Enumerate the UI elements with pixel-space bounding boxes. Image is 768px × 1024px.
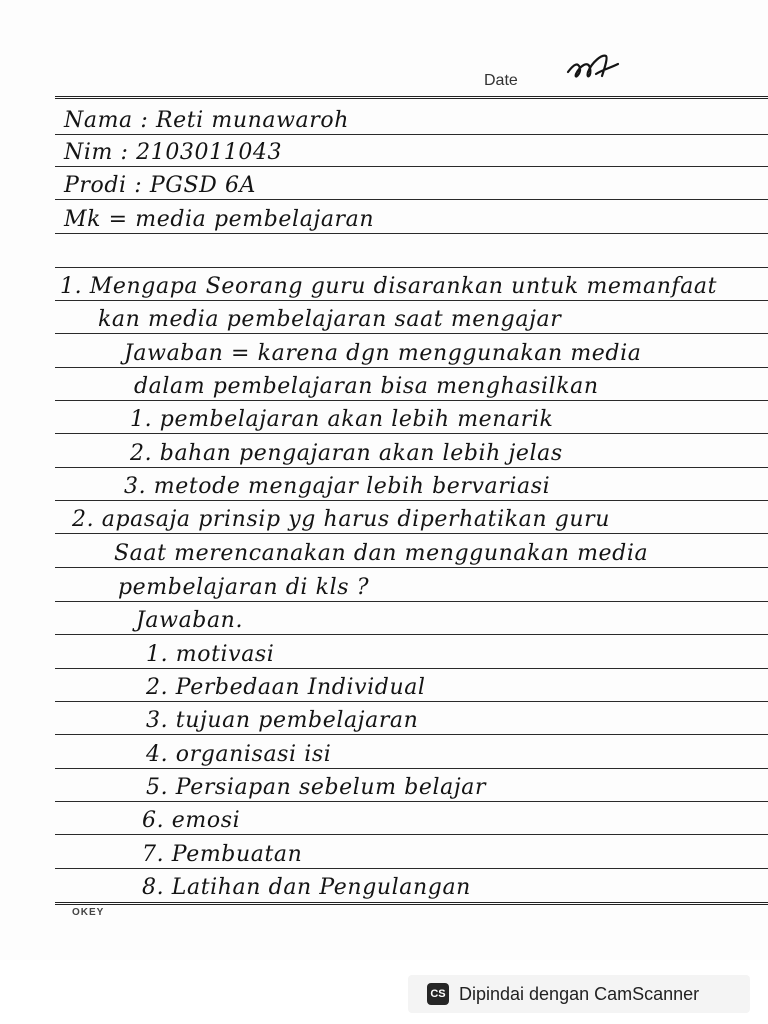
- question2-point: 7. Pembuatan: [142, 842, 303, 867]
- question2-point: 6. emosi: [142, 808, 241, 833]
- question1-point: 1. pembelajaran akan lebih menarik: [130, 407, 554, 432]
- identity-prodi: Prodi : PGSD 6A: [64, 173, 257, 198]
- question1-point: 3. metode mengajar lebih bervariasi: [124, 474, 551, 499]
- ruled-line: [55, 734, 768, 735]
- ruled-line: [55, 199, 768, 200]
- ruled-line: [55, 834, 768, 835]
- ruled-line: [55, 433, 768, 434]
- ruled-line: [55, 567, 768, 568]
- ruled-line: [55, 868, 768, 869]
- notebook-brand-logo: OKEY: [72, 907, 105, 918]
- question1-point: 2. bahan pengajaran akan lebih jelas: [130, 441, 563, 466]
- ruled-line: [55, 801, 768, 802]
- identity-nama: Nama : Reti munawaroh: [64, 108, 349, 133]
- identity-mk: Mk = media pembelajaran: [64, 207, 375, 232]
- question1-answer-line2: dalam pembelajaran bisa menghasilkan: [134, 374, 599, 399]
- ruled-line: [55, 668, 768, 669]
- ruled-line: [55, 902, 768, 905]
- identity-nim: Nim : 2103011043: [64, 140, 283, 165]
- camscanner-badge: [408, 975, 750, 1013]
- question1-answer-line1: Jawaban = karena dgn menggunakan media: [124, 341, 642, 366]
- ruled-line: [55, 533, 768, 534]
- ruled-line: [55, 634, 768, 635]
- ruled-line: [55, 233, 768, 234]
- question1-line1: 1. Mengapa Seorang guru disarankan untuk memanfaat: [60, 274, 718, 299]
- ruled-line: [55, 300, 768, 301]
- ruled-line: [55, 333, 768, 334]
- ruled-line: [55, 400, 768, 401]
- ruled-line: [55, 768, 768, 769]
- signature-mark: [562, 50, 622, 90]
- ruled-line: [55, 267, 768, 268]
- date-label: Date: [484, 72, 518, 89]
- question2-point: 2. Perbedaan Individual: [146, 675, 426, 700]
- ruled-line: [55, 367, 768, 368]
- question2-point: 1. motivasi: [146, 642, 275, 667]
- question2-line1: 2. apasaja prinsip yg harus diperhatikan guru: [72, 507, 611, 532]
- ruled-line: [55, 96, 768, 99]
- ruled-line: [55, 134, 768, 135]
- question2-point: 4. organisasi isi: [146, 742, 332, 767]
- question1-line2: kan media pembelajaran saat mengajar: [98, 307, 562, 332]
- ruled-line: [55, 467, 768, 468]
- question2-answer-label: Jawaban.: [136, 608, 244, 633]
- question2-point: 5. Persiapan sebelum belajar: [146, 775, 487, 800]
- camscanner-text: Dipindai dengan CamScanner: [459, 983, 700, 1004]
- camscanner-icon: CS: [427, 983, 449, 1005]
- ruled-line: [55, 601, 768, 602]
- ruled-line: [55, 701, 768, 702]
- question2-point: 8. Latihan dan Pengulangan: [142, 875, 471, 900]
- question2-line3: pembelajaran di kls ?: [118, 575, 370, 600]
- ruled-line: [55, 166, 768, 167]
- question2-point: 3. tujuan pembelajaran: [146, 708, 419, 733]
- question2-line2: Saat merencanakan dan menggunakan media: [114, 541, 649, 566]
- ruled-line: [55, 500, 768, 501]
